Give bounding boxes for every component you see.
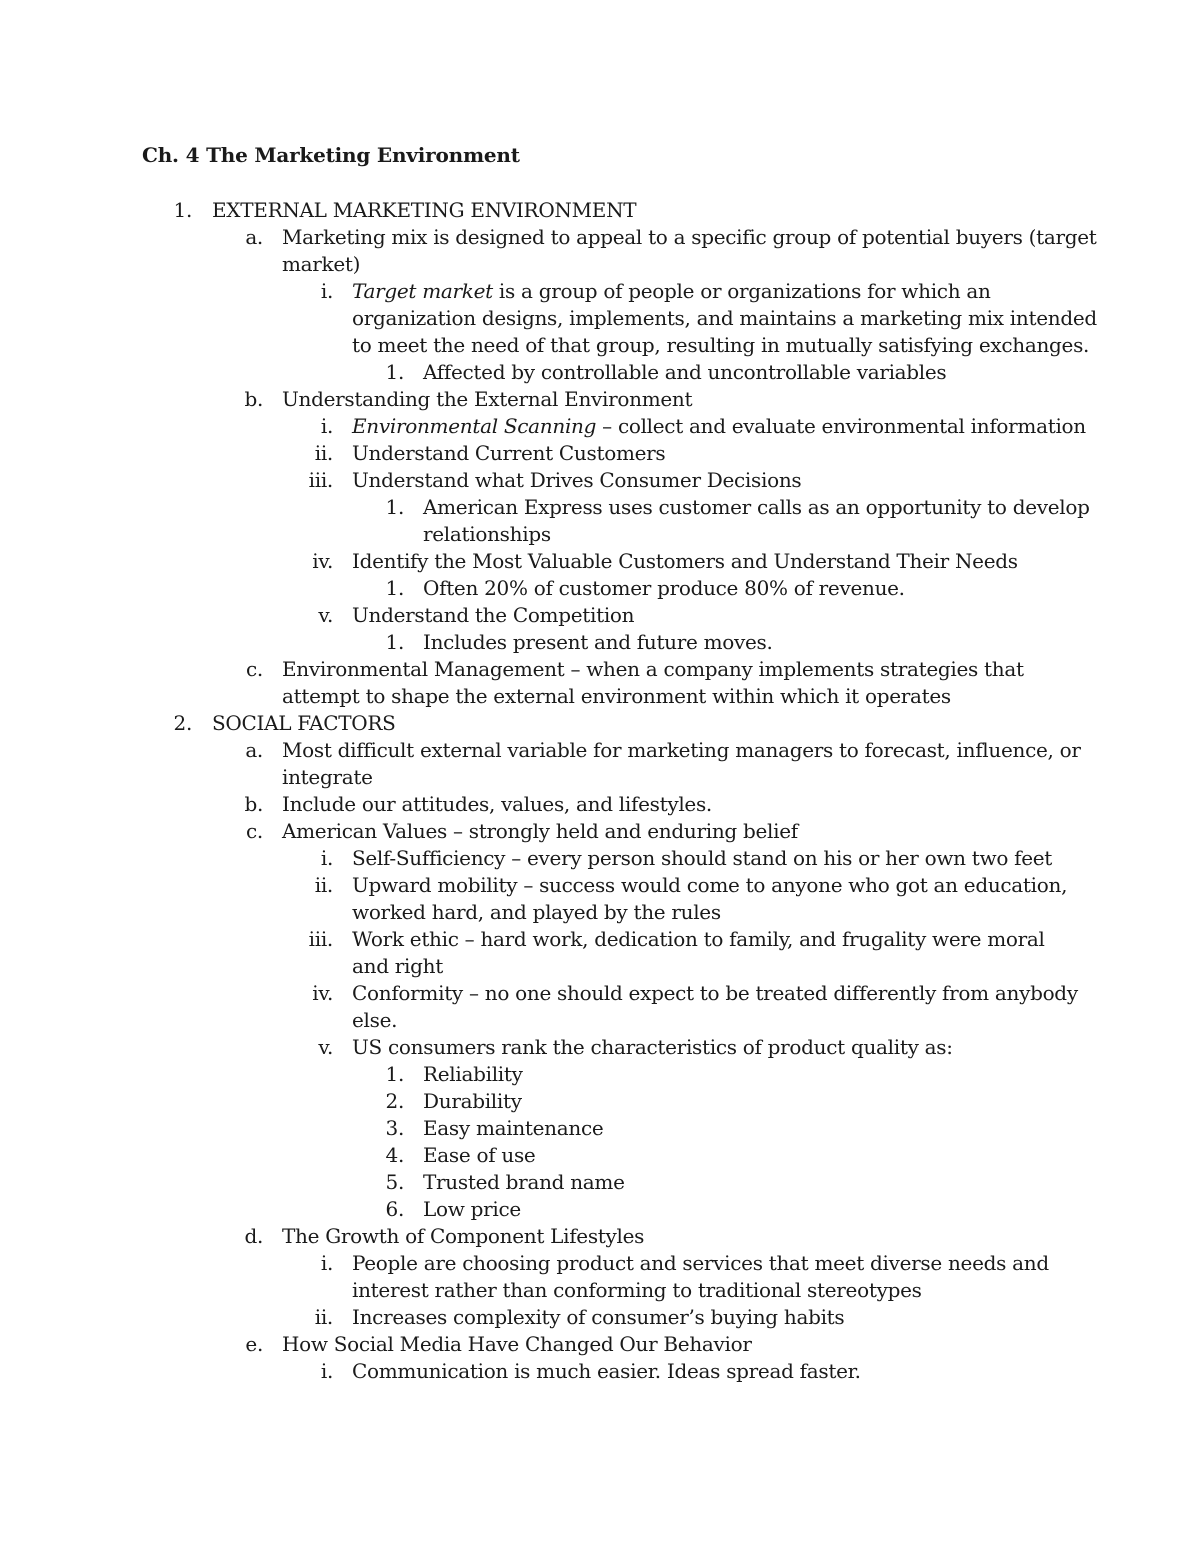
item-text: Communication is much easier. Ideas spread faster. — [352, 1359, 861, 1383]
item-text: Work ethic – hard work, dedication to family, and frugality were moral — [352, 927, 1045, 951]
item-text: Include our attitudes, values, and lifestyles. — [282, 792, 712, 816]
list-marker: iv. — [312, 981, 333, 1005]
list-marker: a. — [245, 225, 263, 249]
list-marker: 1. — [385, 495, 404, 519]
list-marker: e. — [245, 1332, 263, 1356]
item-text: Most difficult external variable for marketing managers to forecast, influence, or — [282, 738, 1081, 762]
outline-item — [352, 1277, 922, 1303]
italic-term: Target market — [352, 279, 493, 303]
list-marker: i. — [320, 414, 333, 438]
item-text: Low price — [423, 1197, 521, 1221]
outline-item — [423, 1196, 521, 1222]
outline-item — [282, 656, 1024, 682]
item-text: integrate — [282, 765, 373, 789]
outline-item — [352, 1304, 844, 1330]
item-text: Understand what Drives Consumer Decisions — [352, 468, 802, 492]
item-text: and right — [352, 954, 443, 978]
item-text: Understanding the External Environment — [282, 387, 693, 411]
item-text: market) — [282, 252, 361, 276]
item-text: organization designs, implements, and maintains a marketing mix intended — [352, 306, 1097, 330]
outline-item — [352, 602, 634, 628]
item-text: Increases complexity of consumer’s buying habits — [352, 1305, 845, 1329]
item-text: relationships — [423, 522, 551, 546]
item-text: interest rather than conforming to traditional stereotypes — [352, 1278, 922, 1302]
item-text: Affected by controllable and uncontrollable variables — [423, 360, 947, 384]
page-title: Ch. 4 The Marketing Environment — [142, 143, 520, 167]
outline-item — [282, 764, 373, 790]
list-marker: c. — [246, 657, 263, 681]
list-marker: i. — [320, 1251, 333, 1275]
outline-item — [352, 1007, 397, 1033]
outline-item — [423, 1115, 603, 1141]
outline-item — [352, 1358, 861, 1384]
item-text: – collect and evaluate environmental information — [596, 414, 1086, 438]
item-text: Self-Sufficiency – every person should stand on his or her own two feet — [352, 846, 1053, 870]
item-text: Marketing mix is designed to appeal to a specific group of potential buyers (target — [282, 225, 1097, 249]
item-text: Durability — [423, 1089, 522, 1113]
item-text: is a group of people or organizations for which an — [492, 279, 991, 303]
list-marker: i. — [320, 279, 333, 303]
item-text: Includes present and future moves. — [423, 630, 773, 654]
outline-item — [282, 1223, 644, 1249]
italic-term: Environmental Scanning — [352, 414, 597, 438]
item-text: Trusted brand name — [423, 1170, 625, 1194]
outline-item — [352, 467, 801, 493]
list-marker: iii. — [308, 927, 333, 951]
outline-item — [282, 818, 798, 844]
item-text: American Values – strongly held and enduring belief — [282, 819, 798, 843]
item-text: Understand Current Customers — [352, 441, 666, 465]
outline-item — [423, 359, 946, 385]
item-text: People are choosing product and services that meet diverse needs and — [352, 1251, 1049, 1275]
item-text: Conformity – no one should expect to be treated differently from anybody — [352, 981, 1078, 1005]
list-marker: ii. — [314, 1305, 333, 1329]
item-text: Easy maintenance — [423, 1116, 604, 1140]
outline-item — [423, 1061, 523, 1087]
item-text: Understand the Competition — [352, 603, 635, 627]
list-marker: 1. — [385, 1062, 404, 1086]
list-marker: b. — [244, 387, 263, 411]
item-text: worked hard, and played by the rules — [352, 900, 721, 924]
outline-item — [352, 1034, 953, 1060]
list-marker: v. — [318, 1035, 333, 1059]
outline-item — [352, 953, 443, 979]
item-text: to meet the need of that group, resulting in mutually satisfying exchanges. — [352, 333, 1090, 357]
list-marker: a. — [245, 738, 263, 762]
item-text: else. — [352, 1008, 398, 1032]
outline-item — [352, 899, 721, 925]
outline-item — [352, 548, 1018, 574]
outline-item — [282, 1331, 752, 1357]
list-marker: ii. — [314, 441, 333, 465]
outline-item — [352, 332, 1089, 358]
item-text: Reliability — [423, 1062, 523, 1086]
list-marker: 1. — [385, 576, 404, 600]
outline-item — [423, 629, 773, 655]
list-marker: 1. — [385, 630, 404, 654]
outline-item — [282, 251, 360, 277]
outline-item — [282, 224, 1097, 250]
outline-item — [352, 413, 1086, 439]
list-marker: i. — [320, 846, 333, 870]
outline-item — [352, 1250, 1049, 1276]
outline-item — [352, 845, 1052, 871]
outline-item — [423, 575, 905, 601]
list-marker: 5. — [385, 1170, 404, 1194]
item-text: SOCIAL FACTORS — [212, 711, 396, 735]
list-marker: 2. — [173, 711, 192, 735]
outline-item — [423, 1142, 535, 1168]
list-marker: 4. — [385, 1143, 404, 1167]
item-text: Upward mobility – success would come to anyone who got an education, — [352, 873, 1068, 897]
list-marker: v. — [318, 603, 333, 627]
item-text: attempt to shape the external environment within which it operates — [282, 684, 951, 708]
outline-item — [352, 926, 1045, 952]
outline-item — [282, 683, 951, 709]
list-marker: 2. — [385, 1089, 404, 1113]
outline-item — [352, 980, 1078, 1006]
outline-item — [423, 1169, 625, 1195]
outline-item — [423, 521, 551, 547]
list-marker: 1. — [173, 198, 192, 222]
list-marker: iv. — [312, 549, 333, 573]
outline-item — [212, 197, 636, 223]
list-marker: c. — [246, 819, 263, 843]
item-text: US consumers rank the characteristics of product quality as: — [352, 1035, 953, 1059]
outline-item — [352, 872, 1067, 898]
item-text: American Express uses customer calls as an opportunity to develop — [423, 495, 1090, 519]
outline-item — [423, 494, 1090, 520]
item-text: Environmental Management – when a company implements strategies that — [282, 657, 1024, 681]
list-marker: i. — [320, 1359, 333, 1383]
list-marker: 1. — [385, 360, 404, 384]
outline-item — [423, 1088, 522, 1114]
list-marker: b. — [244, 792, 263, 816]
outline-item — [212, 710, 396, 736]
item-text: The Growth of Component Lifestyles — [282, 1224, 645, 1248]
list-marker: 3. — [385, 1116, 404, 1140]
outline-item — [282, 386, 692, 412]
outline-item — [352, 440, 665, 466]
outline-item — [282, 791, 712, 817]
item-text: Often 20% of customer produce 80% of revenue. — [423, 576, 905, 600]
item-text: How Social Media Have Changed Our Behavior — [282, 1332, 752, 1356]
outline-item — [352, 305, 1097, 331]
list-marker: ii. — [314, 873, 333, 897]
item-text: EXTERNAL MARKETING ENVIRONMENT — [212, 198, 637, 222]
outline-item — [282, 737, 1081, 763]
outline-item — [352, 278, 991, 304]
list-marker: d. — [244, 1224, 263, 1248]
item-text: Identify the Most Valuable Customers and Understand Their Needs — [352, 549, 1018, 573]
list-marker: iii. — [308, 468, 333, 492]
list-marker: 6. — [385, 1197, 404, 1221]
item-text: Ease of use — [423, 1143, 536, 1167]
